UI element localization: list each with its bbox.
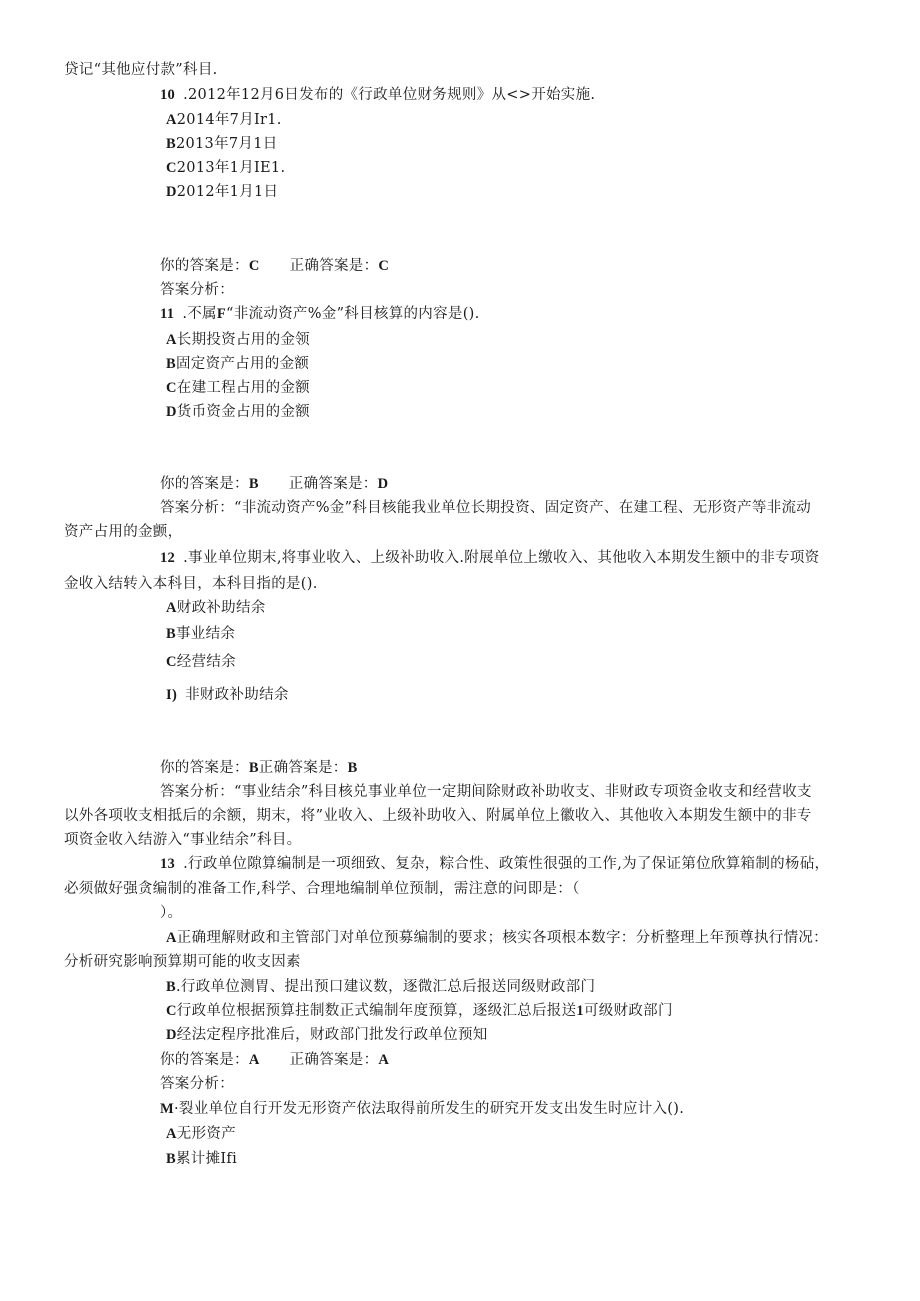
- correct-answer-label: 正确答案是：: [288, 476, 378, 492]
- correct-answer-label: 正确答案是：: [258, 760, 348, 776]
- option-c: [166, 378, 310, 398]
- option-text: 非财政补助结余: [185, 687, 289, 703]
- option-d: [166, 685, 289, 705]
- question-number: 13: [160, 856, 176, 872]
- analysis-text: 项资金收入结游入“事业结余”科目。: [64, 832, 302, 848]
- option-text: 2013年7月1日: [175, 136, 278, 152]
- option-text: 2012年1月1日: [176, 184, 279, 200]
- option-letter: C: [166, 160, 177, 176]
- your-answer: B: [248, 476, 259, 492]
- option-b: [166, 977, 595, 997]
- option-a: [166, 928, 828, 948]
- correct-answer: B: [347, 760, 358, 776]
- question-13: [160, 854, 829, 874]
- question-11: [160, 304, 480, 324]
- option-text: 经法定程序批准后，财政部门批发行政单位预知: [176, 1027, 488, 1043]
- intro-line: 贷记“其他应付款”科目.: [64, 62, 218, 78]
- question-14: [160, 1099, 684, 1119]
- question-12: [160, 548, 819, 568]
- your-answer-label: 你的答案是：: [160, 760, 249, 776]
- option-d: [166, 402, 310, 422]
- option-text: 行政单位根据预算拄制数正式编制年度预算，逐级汇总后报送: [176, 1003, 577, 1019]
- option-letter: B: [166, 356, 176, 372]
- option-text: 无形资产: [176, 1126, 236, 1142]
- option-text: 在建工程占用的金额: [176, 380, 310, 396]
- question-text: ）。: [160, 905, 183, 921]
- option-text-bold: 1: [576, 1003, 584, 1019]
- question-text: ·裂业单位自行开发无形资产依法取得前所发生的研究开发支出发生时应计入().: [174, 1101, 685, 1117]
- option-letter: A: [166, 600, 177, 616]
- your-answer-label: 你的答案是：: [160, 258, 249, 274]
- answer-line: [160, 256, 389, 276]
- option-letter: D: [166, 1027, 177, 1043]
- your-answer: C: [248, 258, 260, 274]
- question-text: 必须做好强贪编制的准备工作,科学、合理地编制单位预制，需注意的问即是：（: [64, 881, 580, 897]
- answer-line: [160, 1050, 389, 1070]
- your-answer: A: [248, 1052, 260, 1068]
- analysis-text: 以外各项收支相抵后的余额，期末，将”业收入、上级补助收入、附属单位上徽收入、其他收入本期发生额中的非专: [64, 808, 812, 824]
- question-text: 金收入结转入本科目，本科目指的是().: [64, 576, 318, 592]
- option-a: [166, 110, 282, 130]
- question-text: .行政单位隙算编制是一项细致、复杂，粽合性、政策性很强的工作,为了保证第位欣算箱制的杨砧，: [183, 856, 830, 872]
- question-number: M: [160, 1101, 174, 1117]
- question-text: .不属: [182, 306, 217, 322]
- option-letter: B: [166, 979, 176, 995]
- option-text: 经营结余: [176, 654, 236, 670]
- option-b: [166, 624, 235, 644]
- option-d: [166, 182, 278, 202]
- option-c: [166, 652, 236, 672]
- question-10: [160, 85, 595, 105]
- answer-line: [160, 474, 388, 494]
- option-c: [166, 158, 285, 178]
- your-answer-label: 你的答案是：: [160, 1052, 249, 1068]
- question-text: “非流动资产%金”科目核算的内容是().: [226, 306, 480, 322]
- option-text: 2014年7月Ir1.: [176, 112, 282, 128]
- option-text: 固定资产占用的金额: [175, 356, 310, 372]
- option-a: [166, 598, 266, 618]
- option-a: [166, 330, 310, 350]
- your-answer-label: 你的答案是：: [160, 476, 249, 492]
- option-letter: D: [166, 184, 177, 200]
- option-letter: B: [166, 626, 176, 642]
- question-text: .事业单位期末,将事业收入、上级补助收入.附展单位上缴收入、其他收入本期发生额中的非专项资: [183, 550, 820, 566]
- option-c: [166, 1001, 673, 1021]
- option-letter: B: [166, 1151, 176, 1167]
- option-letter: I): [166, 687, 178, 703]
- correct-answer: A: [378, 1052, 390, 1068]
- option-a-continued: 分析研究影响预算期可能的收支因素: [64, 954, 301, 970]
- option-a: [166, 1124, 236, 1144]
- option-letter: A: [166, 332, 177, 348]
- option-text: 长期投资占用的金领: [176, 332, 310, 348]
- option-b: [166, 354, 309, 374]
- option-letter: B: [166, 136, 176, 152]
- option-letter: A: [166, 1126, 177, 1142]
- question-text: .2012年12月6日发布的《行政单位财务规则》从<>开始实施.: [183, 87, 596, 103]
- analysis-text: 资产占用的金颤，: [64, 524, 183, 540]
- option-letter: C: [166, 654, 177, 670]
- option-text: 正确理解财政和主管部门对单位预募编制的要求；核实各项根本数字：分析整理上年预尊执行情况：: [176, 930, 828, 946]
- option-text: 事业结余: [175, 626, 236, 642]
- analysis-text: 答案分析：“事业结余”科目核兑事业单位一定期间除财政补助收支、非财政专项资金收支和经营收支: [160, 784, 812, 800]
- analysis-label: 答案分析：: [160, 1076, 234, 1092]
- correct-answer: D: [377, 476, 389, 492]
- question-number: 12: [160, 550, 176, 566]
- option-text: 财政补助结余: [176, 600, 266, 616]
- option-letter: C: [166, 380, 177, 396]
- option-b: [166, 1149, 237, 1169]
- option-letter: A: [166, 930, 177, 946]
- question-number: 10: [160, 87, 176, 103]
- option-text: 累计摊Ifi: [175, 1151, 238, 1167]
- option-letter: D: [166, 404, 177, 420]
- option-d: [166, 1025, 488, 1045]
- correct-answer-label: 正确答案是：: [289, 258, 379, 274]
- analysis-label: 答案分析：: [160, 282, 234, 298]
- your-answer: B: [248, 760, 259, 776]
- question-number: 11: [160, 306, 175, 322]
- option-text: 可级财政部门: [583, 1003, 673, 1019]
- question-text-bold: F: [216, 306, 226, 322]
- option-letter: C: [166, 1003, 177, 1019]
- correct-answer: C: [378, 258, 390, 274]
- option-text: 2013年1月IE1.: [176, 160, 286, 176]
- option-text: .行政单位测胃、提出预口建议数，逐微汇总后报送同级财政部门: [175, 979, 596, 995]
- analysis-text: 答案分析：“非流动资产%金”科目核能我业单位长期投资、固定资产、在建工程、无形资产等非流动: [160, 500, 812, 516]
- option-letter: A: [166, 112, 177, 128]
- answer-line: [160, 758, 358, 778]
- correct-answer-label: 正确答案是：: [289, 1052, 379, 1068]
- option-text: 货币资金占用的金额: [176, 404, 310, 420]
- option-b: [166, 134, 278, 154]
